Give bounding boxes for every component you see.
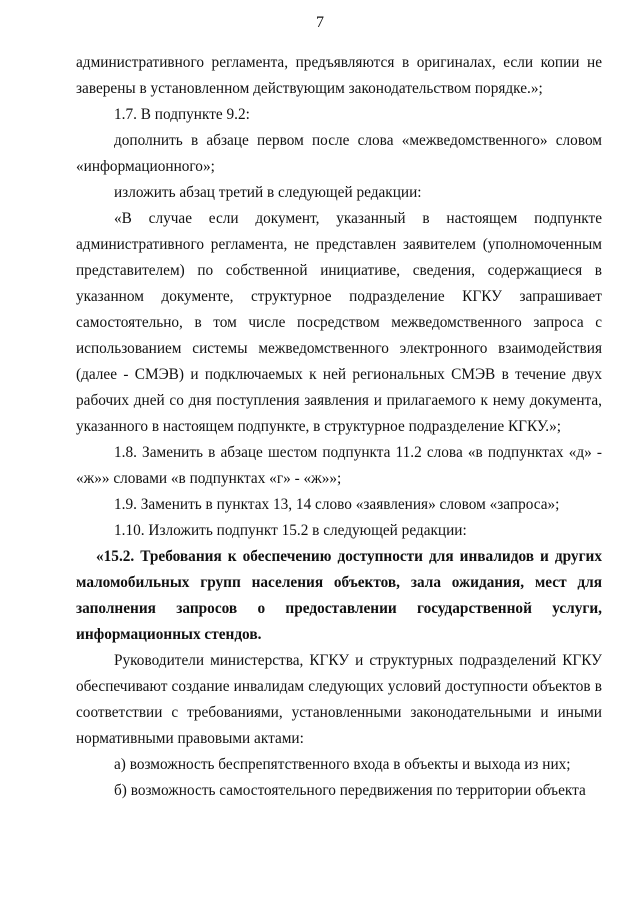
paragraph-quoted-text: «В случае если документ, указанный в настоящем подпункте административного регламента, не представлен заявителем (уполномоченным представителем) по собственной инициативе, сведения, содержащиеся в указанном документе, структурное подразделение КГКУ запрашивает самостоятельно, в том числе посредством межведомственного запроса с использованием системы межведомственного электронного взаимодействия (далее - СМЭВ) и подключаемых к ней региональных СМЭВ в течение двух рабочих дней со дня поступления заявления и прилагаемого к нему документа, указанного в настоящем подпункте, в структурное подразделение КГКУ.»; bbox=[76, 210, 602, 435]
paragraph-managers: Руководители министерства, КГКУ и структурных подразделений КГКУ обеспечивают создание инвалидам следующих условий доступности объектов в соответствии с требованиями, установленными законодательными и иными нормативными правовыми актами: bbox=[76, 652, 602, 747]
paragraph-item-1-10: 1.10. Изложить подпункт 15.2 в следующей редакции: bbox=[114, 522, 467, 539]
paragraph-third-abzac: изложить абзац третий в следующей редакции: bbox=[114, 184, 422, 201]
list-item-a: а) возможность беспрепятственного входа в объекты и выхода из них; bbox=[114, 756, 571, 773]
page-number: 7 bbox=[316, 14, 324, 31]
document-body bbox=[76, 50, 602, 804]
paragraph-item-1-8: 1.8. Заменить в абзаце шестом подпункта 11.2 слова «в подпунктах «д» - «ж»» словами «в подпунктах «г» - «ж»»; bbox=[76, 444, 602, 487]
paragraph-continuation: административного регламента, предъявляются в оригиналах, если копии не заверены в установленном действующим законодательством порядке.»; bbox=[76, 54, 602, 97]
list-item-b: б) возможность самостоятельного передвижения по территории объекта bbox=[114, 782, 586, 799]
paragraph-item-1-7: 1.7. В подпункте 9.2: bbox=[114, 106, 250, 123]
paragraph-add-word: дополнить в абзаце первом после слова «межведомственного» словом «информационного»; bbox=[76, 132, 602, 175]
section-heading-15-2: «15.2. Требования к обеспечению доступности для инвалидов и других маломобильных групп населения объектов, зала ожидания, мест для заполнения запросов о предоставлении государственной услуги, информационных стендов. bbox=[76, 548, 602, 643]
paragraph-item-1-9: 1.9. Заменить в пунктах 13, 14 слово «заявления» словом «запроса»; bbox=[114, 496, 560, 513]
